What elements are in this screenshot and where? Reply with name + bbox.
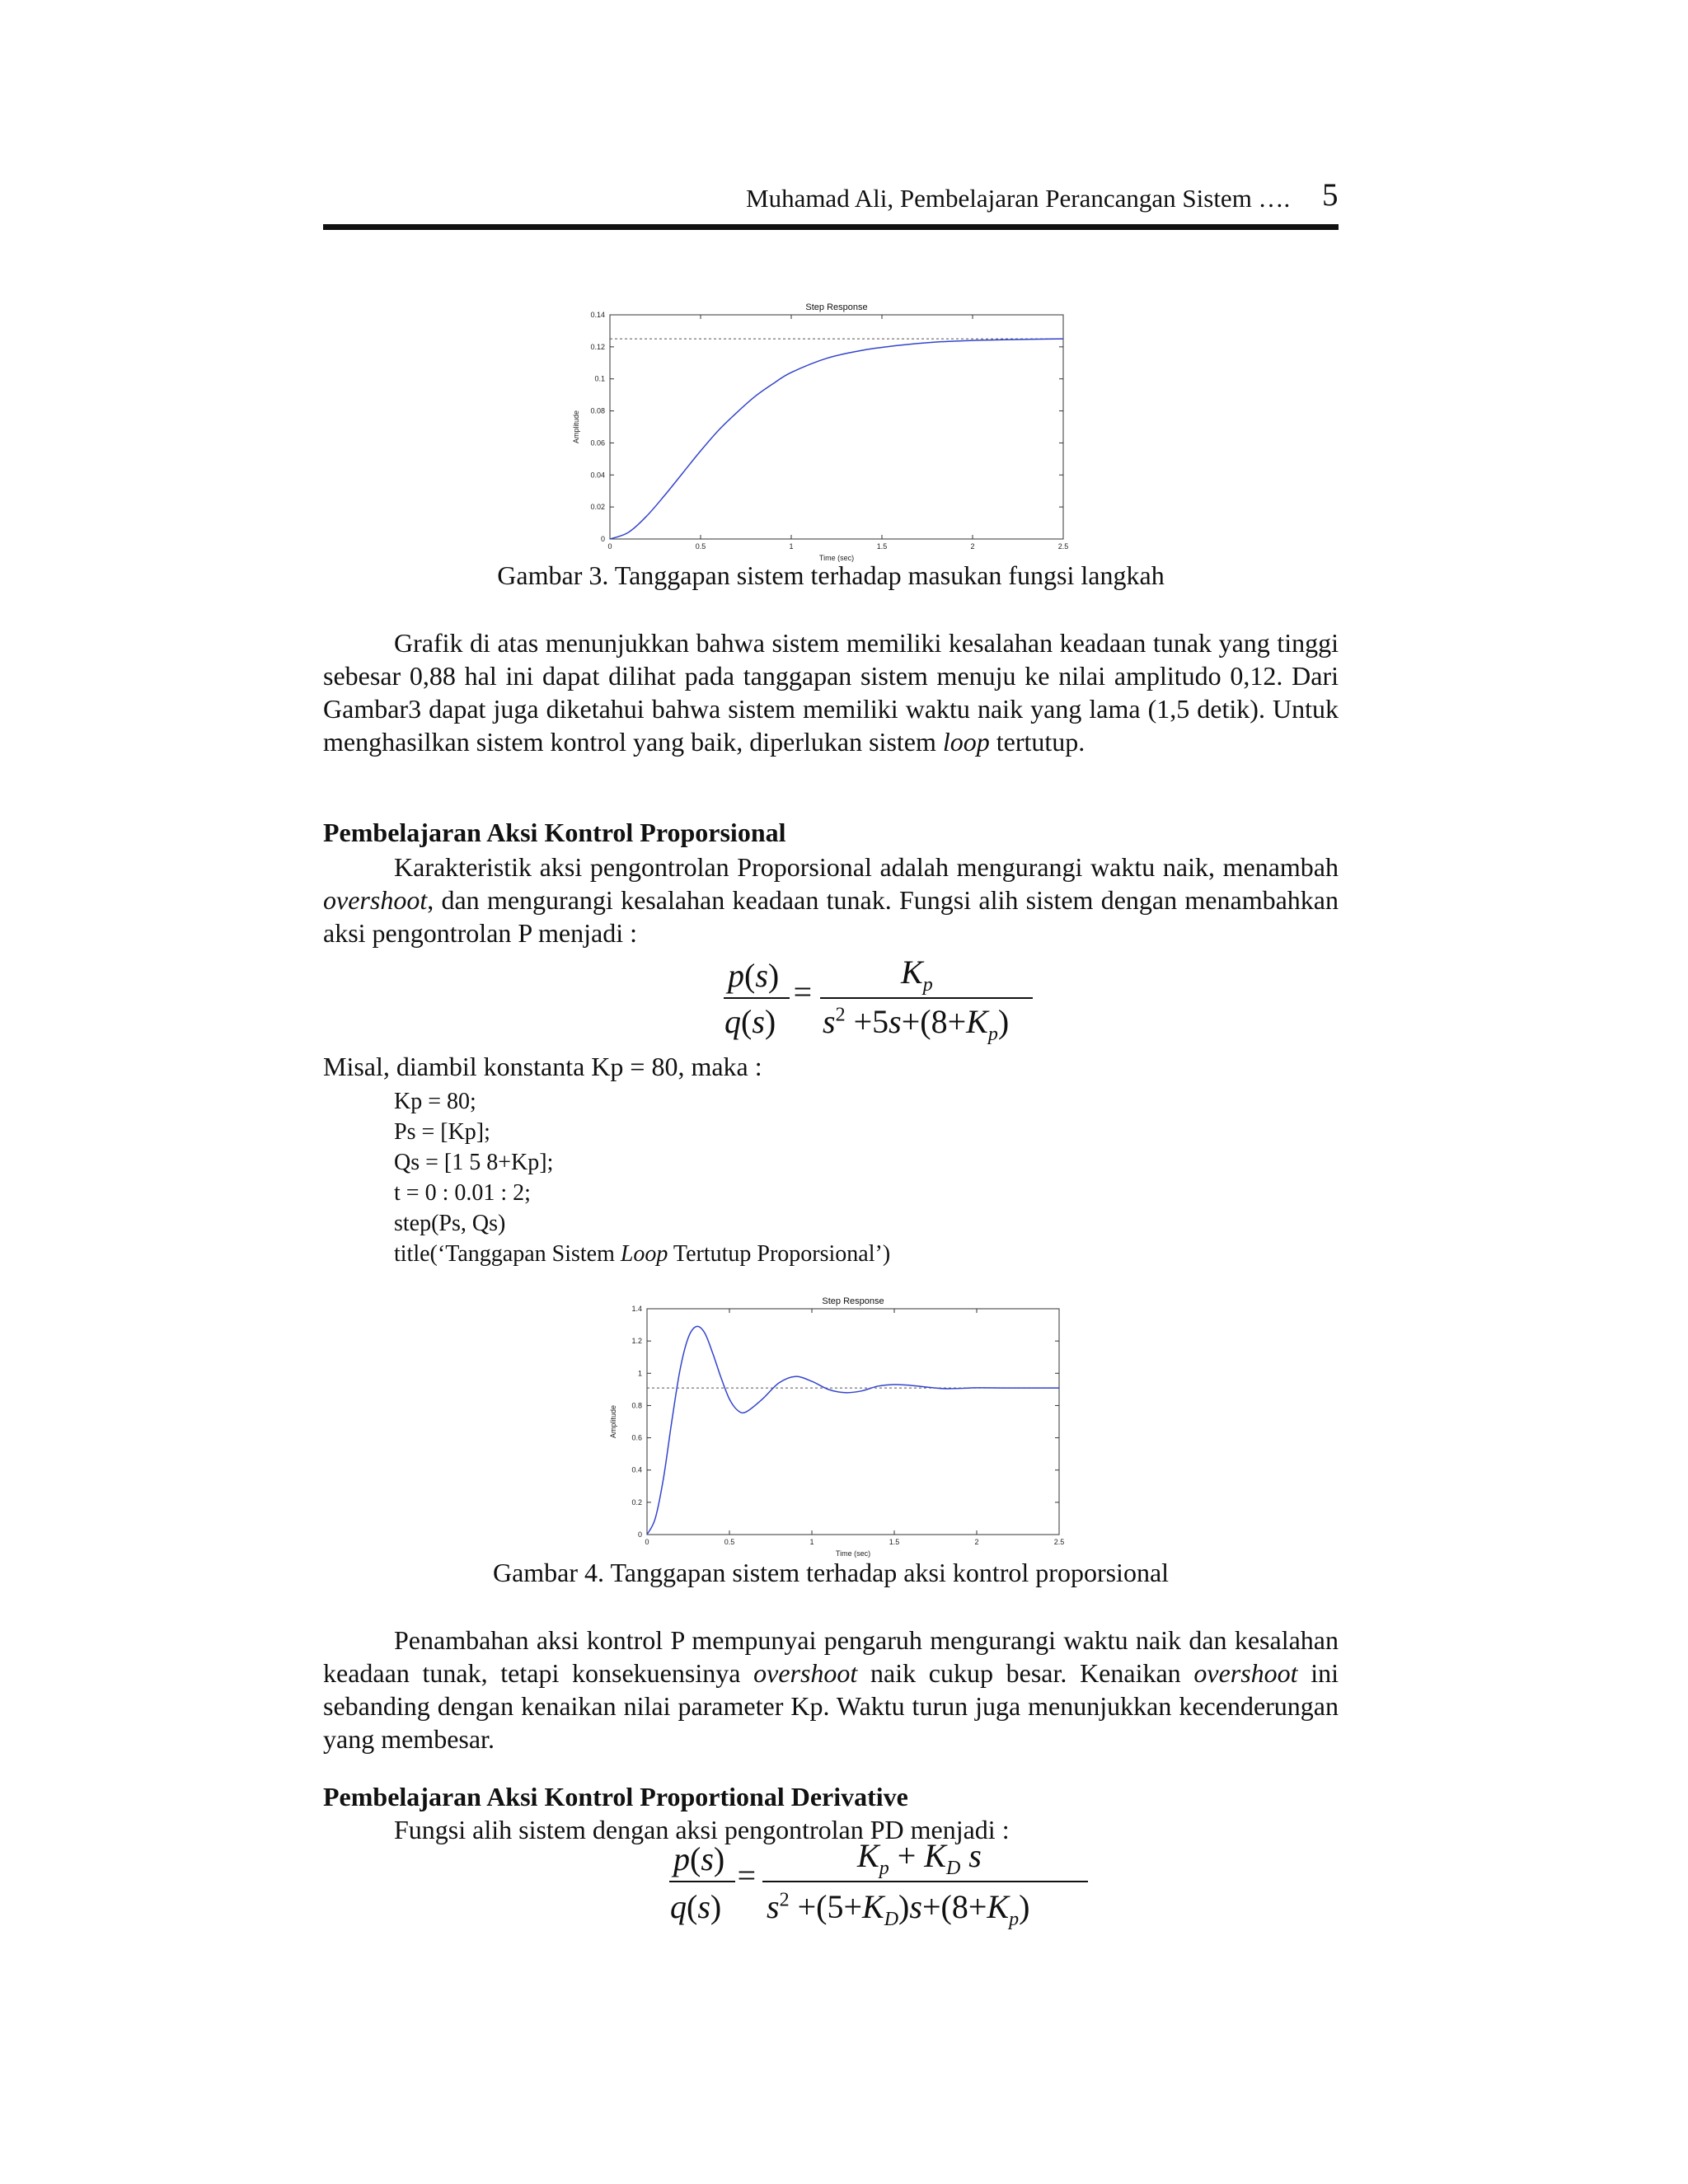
page-number: 5 [1322, 177, 1339, 213]
section-heading-proportional: Pembelajaran Aksi Kontrol Proporsional [323, 818, 786, 847]
x-tick-label: 2.5 [1053, 1538, 1065, 1546]
y-tick-label: 0.08 [590, 406, 605, 415]
x-tick-label: 1 [809, 1538, 814, 1546]
x-tick-label: 0.5 [724, 1538, 735, 1546]
prop-text-b: , dan mengurangi kesalahan keadaan tunak. Fungsi alih sistem dengan menambahkan aksi pengontrolan P menjadi : [323, 885, 1339, 948]
chart-title: Step Response [805, 302, 868, 312]
response-curve [647, 1326, 1059, 1535]
x-tick-label: 0.5 [695, 542, 706, 551]
pd-text: Fungsi alih sistem dengan aksi pengontrolan PD menjadi : [394, 1815, 1010, 1844]
y-tick-label: 0.14 [590, 311, 605, 319]
section-heading-pd: Pembelajaran Aksi Kontrol Proportional Derivative [323, 1782, 908, 1811]
misal-text: Misal, diambil konstanta Kp = 80, maka : [323, 1052, 762, 1081]
figure3-caption: Gambar 3. Tanggapan sistem terhadap masukan fungsi langkah [497, 560, 1165, 590]
code-line: Ps = [Kp]; [394, 1119, 490, 1145]
x-tick-label: 1.5 [876, 542, 888, 551]
paragraph-steady-state [323, 626, 1339, 758]
x-tick-label: 1.5 [889, 1538, 900, 1546]
paragraph-p-effect: Penambahan aksi kontrol P mempunyai pengaruh mengurangi waktu naik dan kesalahan keadaan tunak, tetapi konsekuensinya overshoot naik cukup besar. Kenaikan overshoot ini sebanding dengan kenaikan nilai parameter Kp. Waktu turun juga menunjukkan kecenderungan yang membesar. [323, 1625, 1339, 1754]
response-curve [610, 339, 1063, 539]
x-tick-label: 1 [789, 542, 794, 551]
header-rule [323, 224, 1339, 230]
plot-frame [610, 315, 1063, 539]
y-axis-label: Amplitude [609, 1404, 617, 1439]
y-tick-label: 0.2 [631, 1497, 642, 1507]
paragraph-proportional [323, 851, 1339, 949]
y-tick-label: 0.12 [590, 342, 605, 351]
x-tick-label: 2 [974, 1538, 979, 1546]
y-tick-label: 0.1 [594, 374, 605, 383]
y-tick-label: 0 [600, 535, 605, 543]
y-tick-label: 1 [637, 1369, 642, 1378]
code-line: t = 0 : 0.01 : 2; [394, 1180, 531, 1206]
paragraph1-loop: loop [942, 727, 990, 757]
matlab-code-block [394, 1086, 890, 1269]
x-axis-label: Time (sec) [835, 1549, 871, 1558]
prop-overshoot: overshoot [323, 885, 428, 915]
x-tick-label: 0 [645, 1538, 649, 1546]
y-tick-label: 0 [637, 1530, 642, 1539]
step-response-chart-open-loop [544, 290, 1121, 562]
x-tick-label: 2 [970, 542, 975, 551]
x-tick-label: 2.5 [1057, 542, 1069, 551]
x-axis-label: Time (sec) [818, 554, 855, 562]
y-tick-label: 0.8 [631, 1401, 642, 1410]
y-tick-label: 0.02 [590, 503, 605, 512]
x-tick-label: 0 [607, 542, 612, 551]
code-line-title: title(‘Tanggapan Sistem Loop Tertutup Proporsional’) [394, 1241, 891, 1267]
step-response-chart-proportional [602, 1286, 1096, 1558]
y-tick-label: 1.2 [631, 1337, 642, 1346]
code-line: step(Ps, Qs) [394, 1211, 506, 1236]
y-tick-label: 0.4 [631, 1465, 642, 1474]
y-axis-label: Amplitude [572, 410, 580, 444]
code-line: Qs = [1 5 8+Kp]; [394, 1150, 554, 1175]
prop-text-a: Karakteristik aksi pengontrolan Proporsional adalah mengurangi waktu naik, menambah [394, 852, 1339, 882]
y-tick-label: 0.06 [590, 438, 605, 448]
code-line: Kp = 80; [394, 1089, 476, 1114]
paragraph1-text: Grafik di atas menunjukkan bahwa sistem memiliki kesalahan keadaan tunak yang tinggi sebesar 0,88 hal ini dapat dilihat pada tanggapan sistem menuju ke nilai amplitudo 0,12. Dari Gambar3 dapat juga diketahui bahwa sistem memiliki waktu naik yang lama (1,5 detik). Untuk menghasilkan sistem kontrol yang baik, diperlukan sistem [323, 628, 1339, 757]
paragraph1-tail: tertutup. [989, 727, 1085, 757]
running-head: Muhamad Ali, Pembelajaran Perancangan Sistem …. [746, 184, 1291, 213]
y-tick-label: 1.4 [631, 1305, 642, 1313]
y-tick-label: 0.6 [631, 1433, 642, 1442]
chart-title: Step Response [822, 1296, 884, 1306]
figure4-caption: Gambar 4. Tanggapan sistem terhadap aksi kontrol proporsional [492, 1558, 1170, 1587]
y-tick-label: 0.04 [590, 471, 605, 480]
